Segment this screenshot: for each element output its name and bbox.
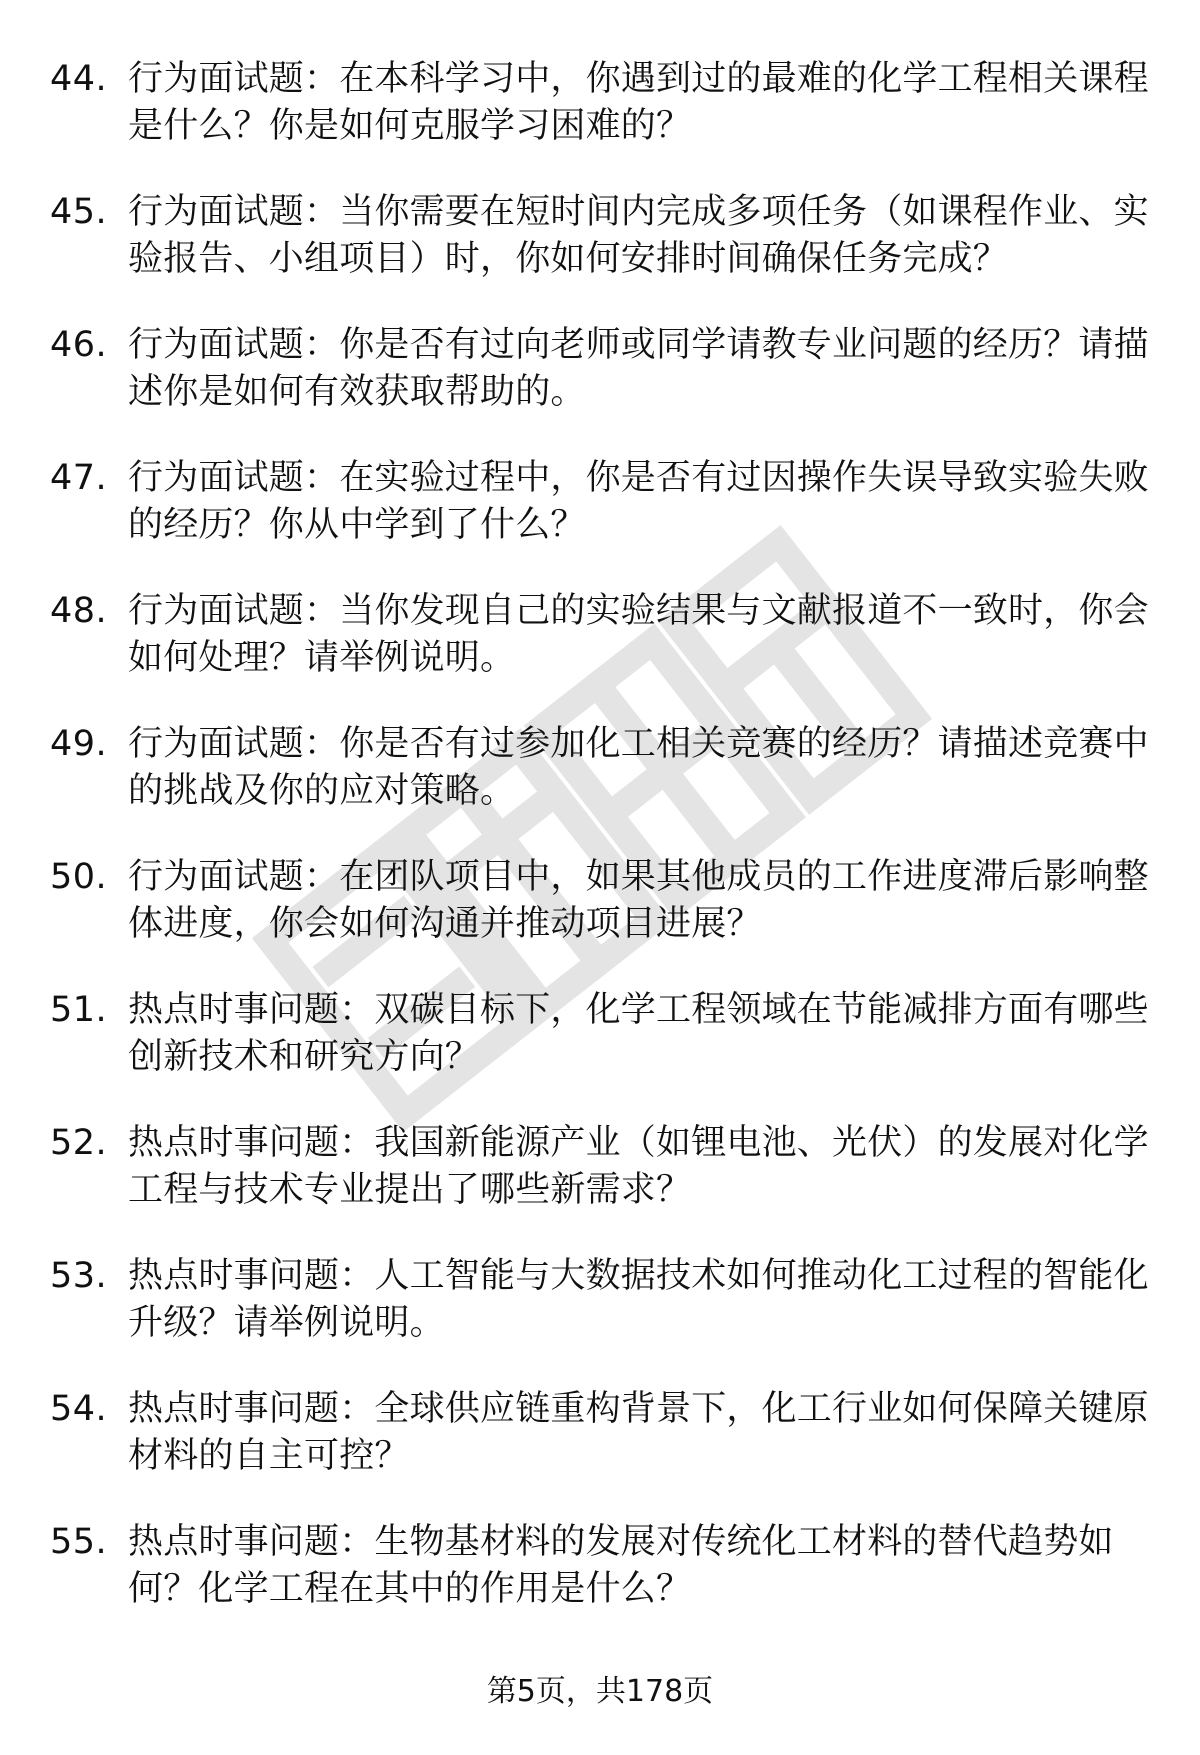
question-item [50,189,1150,322]
question-text: 热点时事问题：人工智能与大数据技术如何推动化工过程的智能化升级？请举例说明。 [128,1256,1149,1343]
question-text: 行为面试题：你是否有过向老师或同学请教专业问题的经历？请描述你是如何有效获取帮助的。 [128,325,1149,412]
question-text: 行为面试题：当你需要在短时间内完成多项任务（如课程作业、实验报告、小组项目）时，你如何安排时间确保任务完成？ [128,192,1149,279]
question-item [50,1253,1150,1386]
question-number: 45. [50,192,108,232]
page-number: 第5页，共178页 [486,1674,714,1709]
question-number: 54. [50,1389,108,1429]
question-list [50,56,1150,1652]
question-item [50,455,1150,588]
question-item [50,1519,1150,1652]
question-text: 行为面试题：你是否有过参加化工相关竞赛的经历？请描述竞赛中的挑战及你的应对策略。 [128,724,1149,811]
question-item [50,322,1150,455]
question-text: 行为面试题：在团队项目中，如果其他成员的工作进度滞后影响整体进度，你会如何沟通并推动项目进展？ [128,857,1149,944]
question-number: 55. [50,1522,108,1562]
question-number: 46. [50,325,108,365]
question-text: 热点时事问题：生物基材料的发展对传统化工材料的替代趋势如何？化学工程在其中的作用是什么？ [128,1522,1114,1609]
question-number: 50. [50,857,108,897]
question-item [50,56,1150,189]
question-item [50,588,1150,721]
question-number: 47. [50,458,108,498]
question-text: 行为面试题：在本科学习中，你遇到过的最难的化学工程相关课程是什么？你是如何克服学习困难的？ [128,59,1149,146]
question-item [50,1120,1150,1253]
question-item [50,1386,1150,1519]
question-number: 48. [50,591,108,631]
question-text: 行为面试题：当你发现自己的实验结果与文献报道不一致时，你会如何处理？请举例说明。 [128,591,1149,678]
question-text: 热点时事问题：全球供应链重构背景下，化工行业如何保障关键原材料的自主可控？ [128,1389,1149,1476]
question-number: 51. [50,990,108,1030]
question-number: 44. [50,59,108,99]
question-text: 热点时事问题：双碳目标下，化学工程领域在节能减排方面有哪些创新技术和研究方向？ [128,990,1149,1077]
question-item [50,854,1150,987]
question-item [50,987,1150,1120]
question-text: 热点时事问题：我国新能源产业（如锂电池、光伏）的发展对化学工程与技术专业提出了哪些新需求？ [128,1123,1149,1210]
question-number: 52. [50,1123,108,1163]
question-number: 49. [50,724,108,764]
question-text: 行为面试题：在实验过程中，你是否有过因操作失误导致实验失败的经历？你从中学到了什么？ [128,458,1149,545]
question-item [50,721,1150,854]
question-number: 53. [50,1256,108,1296]
